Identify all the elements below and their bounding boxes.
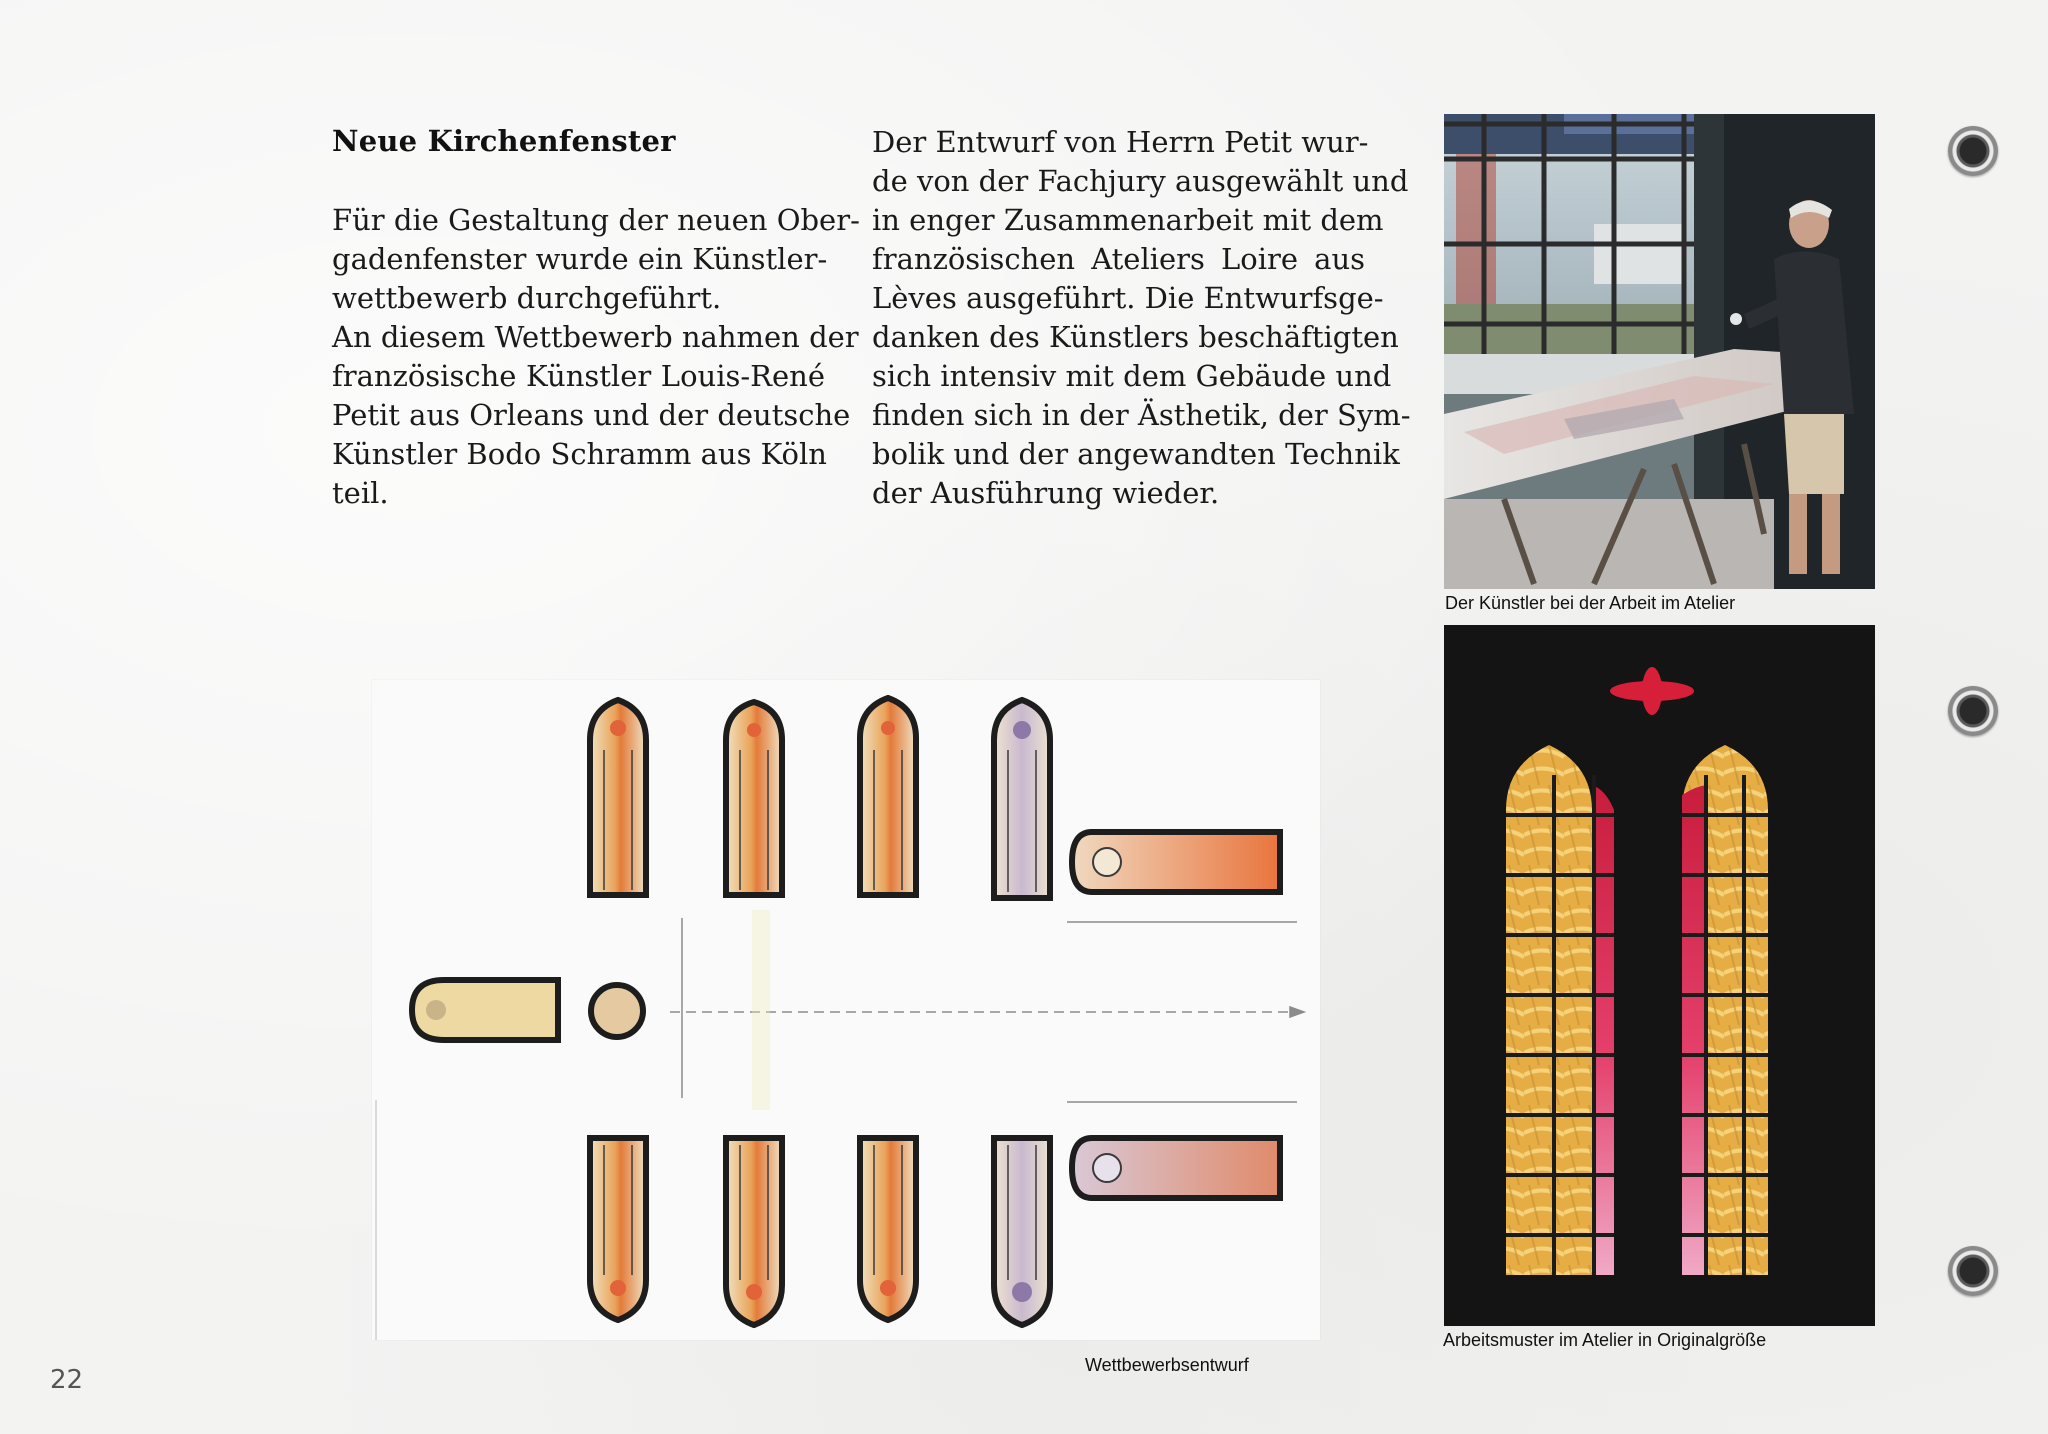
sketch-caption: Wettbewerbsentwurf <box>1085 1355 1249 1375</box>
text-line: wettbewerb durchgeführt. <box>332 281 722 315</box>
text-line: in enger Zusammenarbeit mit dem <box>872 203 1384 237</box>
text-line: de von der Fachjury ausgewählt und <box>872 164 1409 198</box>
text-line: finden sich in der Ästhetik, der Sym- <box>872 398 1411 432</box>
text-line: bolik und der angewandten Technik <box>872 437 1400 471</box>
text-line: gadenfenster wurde ein Künstler- <box>332 242 828 276</box>
binder-hole-icon <box>1948 1246 1998 1296</box>
window-sample-photo <box>1444 625 1875 1326</box>
binder-hole-icon <box>1948 126 1998 176</box>
text-line: Petit aus Orleans und der deutsche <box>332 398 851 432</box>
competition-sketch <box>372 680 1320 1340</box>
window-sample-illustration <box>1444 625 1875 1326</box>
artist-atelier-illustration <box>1444 114 1875 589</box>
text-line: teil. <box>332 476 389 510</box>
article-heading: Neue Kirchenfenster <box>332 124 676 158</box>
right-text-column <box>872 123 1411 513</box>
text-line: Lèves ausgeführt. Die Entwurfsge- <box>872 281 1384 315</box>
left-text-column <box>332 201 860 513</box>
artist-photo-caption: Der Künstler bei der Arbeit im Atelier <box>1445 593 1736 613</box>
sample-photo-caption: Arbeitsmuster im Atelier in Originalgröße <box>1443 1330 1767 1350</box>
text-line: sich intensiv mit dem Gebäude und <box>872 359 1392 393</box>
page-number: 22 <box>50 1365 84 1395</box>
text-line: der Ausführung wieder. <box>872 476 1220 510</box>
text-line: An diesem Wettbewerb nahmen der <box>332 320 859 354</box>
text-line: französischen Ateliers Loire aus <box>872 242 1365 276</box>
text-line: Künstler Bodo Schramm aus Köln <box>332 437 827 471</box>
text-line: Für die Gestaltung der neuen Ober- <box>332 203 860 237</box>
text-line: danken des Künstlers beschäftigten <box>872 320 1399 354</box>
binder-hole-icon <box>1948 686 1998 736</box>
text-line: französische Künstler Louis-René <box>332 359 825 393</box>
artist-atelier-photo <box>1444 114 1875 589</box>
text-line: Der Entwurf von Herrn Petit wur- <box>872 125 1369 159</box>
window-layout-drawing <box>372 680 1320 1340</box>
